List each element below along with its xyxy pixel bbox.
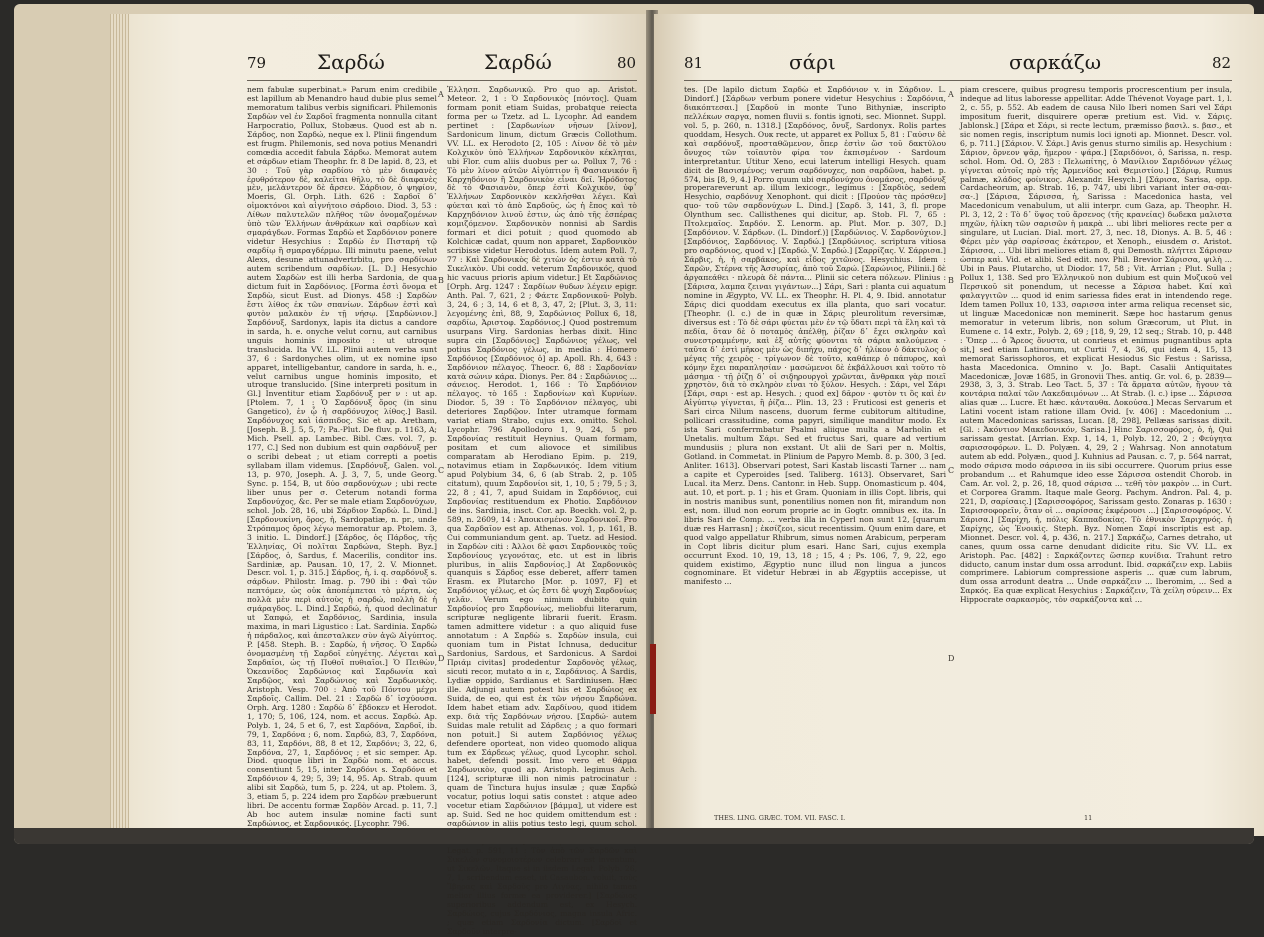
text-column-1 bbox=[247, 85, 437, 829]
text-column-2 bbox=[447, 85, 637, 936]
page-number-79: 79 bbox=[247, 54, 267, 72]
column-2-text: Ἐλλησπ. Σαρδωνικῷ. Pro quo ap. Aristot. Meteor. 2, 1 : Ὁ Σαρδονικὸς [πόντος]. Quam formam ponit etiam Suidas, probatque reiecta forma per ω Tzetz. ad L. Lycophr. Ad eandem pertinet : [Σαρδωνίων νῆσων [λίνον], Sardonicum linum, dictum Græcis Collothum. VV. LL. ex Herodoto [2, 105 : Λίνον δὲ τὸ μὲν Κολχικὸν ὑπὸ Ἑλλήνων Σαρδονικὸν κέκληται, ubi Flor. cum aliis duobus per ω. Pollux 7, 76 : Τὸ μὲν λίνον αὐτῶν Αἰγύπτιον ἢ Φασιανικόν ἢ Καρχηδόνιον ἢ Σαρδονικὸν εἶναι δεῖ. Ἠρόδοτος δὲ τὸ Φασιανὸν, ὅπερ ἐστὶ Κολχικὸν, ὑφ᾽ Ἑλλήνων Σαρδονικὸν κεκλῆσθαι λέγει. Καὶ φύεται καὶ τὸ ἀπὸ Σαρδοῦς, ὡς ἡ ἔπος καὶ τὸ Καρχηδόνιον λινοῦ ἐστιν, ὡς ἀπὸ τῆς ἐσπέρας κομιζόμενον. Σαρδονικὸν nonnisi ab Sardis formari et dici potuit ; quod quomodo ab Kolchicæ cadat, quum non apparet, Σαρδονικὸν scribisse videtur Herodotus. Idem autem Poll. 7, 77 : Καὶ Σαρδονικὸς δὲ χιτὼν ὁς ἐστιν κατὰ τὸ Σικελικὸν. Ubi codd. veterum Σαρδονικός, quod hic vacuus prioris apium videtur.] Et Σαρδώνιος [Orph. Arg. 1247 : Σαρδίων θυδων λέγειν epigr. Anth. Pal. 7, 621, 2 ; Φάετε Σαρδονικοῦ· Polyb. 3, 24, 6 ; 3, 14, 6 et 8, 3, 47, 2; [Plut. 3, 3, 11: λεγομένης ἐπὶ, 88, 9, Σαρδώνιος Pollux 6, 18, σαρδίω, Ἀριστοφ. Σαρδόνιος.] Quod postremum usurpans Virg. Sardonias herbas dixit. Hinc supra cin [Σαρδόνιος] Σαρδώνιος γέλως, vel potius Σαρδόνιος γέλως, in media : Homero Σαρδόνιος [Σαρδόνιος ὁ] ap. Apoll. Rh. 4, 643 : Σαρδόνιον πέλαγος. Theocr. 6, 88 : Σαρδονίαν κατὰ σώνιν κάρα. Dionys. Per. 84 : Σαρδώνιος ... σάνειος. Herodot. 1, 166 : Τὸ Σαρδόνιον πέλαγος. τὸ 165 : Σαρδονίων καὶ Κυρνίων. Diodor. 5, 39 : Τὸ Σαρδόνιον πέλαγος, ubi deteriores Σαρδῷον. Inter utramque formam variat etiam Strabo, cujus exx. omitto. Schol. Lycophr. 796 Apollodoro 1, 9, 24, 5 pro Σαρδονίας restituit Heynius. Quam formam, positam et cum aliovoce et similibus comparatam ab Herodiano Epim. p. 219, notavimus etiam in Σαρδωνικός. Idem vitium apud Polybium 34, 6, 6 (ab Strab. 2, p. 105 citatum), quum Σαρδονίοι sit, 1, 10, 5 ; 79, 5 ; 3, 22, 8 ; 41, 7, apud Suidam in Σαρδόνιος, cui Σαρδονίας restituendum ex Photio. Σαρδόνιον de ins. Sardinia, insct. Cor. ap. Boeckh. vol. 2, p. 589, n. 2609, 14 : Ἀποικισμένον Σαρδονικοῖ. Pro qua Σαρδαῖον est ap. Athenas. vol. 1, p. 161, B. Cui communiandum gent. ap. Tuetz. ad Hesiod. in Σαρδὼν citi : Ἀλλοι δὲ φασι Σαρδονικὸς τοῦς Σαρδονίους γεγονότας, etc. ut est in libris pluribus, in aliis Σαρδονίος.] At Σαρδονικὸς quanquis s Σάρδος esse deberet, afferr tamen Erasm. ex Plutarcho [Mor. p. 1097, F] et Σαρδόνιος γέλως, et ὡς ἔστι δὲ ψυχὴ Σαρδονίως γελᾶν. Verum ego nimium dubito quin Σαρδονίος pro Σαρδονίως, meliobfui literarum, scripturæ negligente librarii fuerit. Erasm. tamen admittere videtur : a quo aliquid fuse annotatum : A Σαρδὼ s. Σαρδὼν insula, cui quoniam tum in Pistat Ichnusa, deducitur Sardonius, Sardous, et Sardonicus. A Sardoi Πριάμ civitas] prodedentur Σαρδονὸς γέλως, sicuti recor, mutato α in ε, Σαρδάνιος. A Sardis, Lydiæ oppido, Sardianus et Sardiniusen. Hæc ille. Adjungi autem potest his et Σαρδώιος ex Suida, de eo, qui est ἐκ τῶν νήσου Σαρδώνα. Idem habet etiam adv. Σαρδίνου, quod itidem exp. διὰ τῆς Σαρδόνων νήσου. [Σαρδώ· autem Suidas male retulit ad Σάρδεις ; a quo formari non potuit.] Si autem Σαρδόνιος γέλως defendere oporteat, non video quomodo aliqua tum ex Σάρδεως γέλως, quod Lycophr. schol. habet, defendi possit. Imo vero et θάρμα Σαρδωνικὸν, quod ap. Aristoph. legimus Ach. [124], scripturæ illi non nimis patrocinatur : quam de Tinctura hujus insulæ ; quæ Σαρδώ vocatur, potius loqui satis constet : atque adeo vocetur etiam Σαρδώνιον [βάμμα], ut videre est ap. Suid. Sed ne hoc quidem omittendum est : σαρδώνιον in aliis potius testo legi, quum schol. Legat. p. 591, 11 : Τὸν ἀπὸ τῶν Σαρδῶν καὶ Σικελῶν συνομοιοτέρων celebrari est inventum, ut Σικελῶν. Itaque si in iisdem Legat. Polyb. 26, 7, 1, scribendum esset, ut Casaubon. voluit, τοὺς Ἴβηρας καὶ Σαρδοὺς pro Λιγύας, nihilo tamen melior illius formæ ea providerer.] [Σαρδώιος superioribus addendum est, ex Hesych. Σαρδώιος, cujus Σαρδόνιος, magna insula Afric. ; quæ etiam Σαρδονία dictum. [Σαρδοῖ et Σαρδοῦν interpre- bbox=[447, 85, 637, 936]
book-bottom-edge bbox=[14, 828, 1254, 844]
page-number-81: 81 bbox=[684, 54, 704, 72]
running-head-right-2: σαρκάζω bbox=[1009, 50, 1102, 74]
running-head-left-2: Σαρδώ bbox=[484, 50, 552, 74]
margin-letter-c-right: C bbox=[948, 466, 955, 475]
header-rule-right bbox=[684, 80, 1232, 81]
margin-letter-d-right: D bbox=[948, 654, 955, 663]
text-column-4 bbox=[960, 86, 1232, 811]
bookmark-ribbon bbox=[650, 644, 656, 714]
right-page bbox=[654, 14, 1264, 836]
margin-letter-b-right: B bbox=[948, 276, 954, 285]
margin-letter-c: C bbox=[438, 466, 445, 475]
running-head-right-1: σάρι bbox=[789, 50, 836, 74]
footer-signature-line: THES. LING. GRÆC. TOM. VII. FASC. I. bbox=[714, 814, 846, 822]
margin-letter-b: B bbox=[438, 276, 444, 285]
margin-letter-a: A bbox=[438, 90, 444, 99]
running-head-left-1: Σαρδώ bbox=[317, 50, 385, 74]
margin-letter-d: D bbox=[438, 654, 445, 663]
page-number-82: 82 bbox=[1212, 54, 1232, 72]
margin-letter-a-right: A bbox=[948, 90, 954, 99]
footer-signature-number: 11 bbox=[1084, 814, 1093, 822]
page-stack-edge bbox=[110, 14, 130, 836]
text-column-3 bbox=[684, 86, 946, 811]
column-3-text: tes. [De lapilo dictum Σαρδὼ et Σαρδόνιον v. in Σάρδιον. L. Dindorf.] [Σάρδων verbum ponere videtur Hesychius : Σαρδόνια, διακόπτεσαι.] [Σαρδοῦ in monte Tuno Bithyniæ, inscripto πελλέκων σαργα, nomen fluvii s. fontis ignoti, sec. Mionnet. Suppl. vol. 5, p. 260, n. 1318.] [Σαρδόνος, ὄνυξ, Sardonyx. Rolis partes quoddam, Hesych. Ουκ recte, ut apparet ex Pollux 5, 81 : Γαύσιν δὲ καὶ σαρδόνυξ, προσταθῶμενον, ὅπερ ἐστὶν ὥσ τοῦ δακτύλου ὄνυχος τῶν τοῖαυτὸν φίρα τον ἐκπισμένον · Sardoum interpretantur. Utitur Xeno, ecui laterum intelligi Hesych. quam dicit de Βασισμένος; verum σαρδόνυχες, non σαρδῶνα, habet. p. 574, bis [8, 9, 4.] Porro quum ubi σαρδονύχου ὀνομάσος, σαρδόνυξ properareverunt ap. illum lexicogr., legimus : [Σαρδιὸς, sedem Hesychio, σαρδόνυχ Xenophont. qui dicit : [Προύον τὰς πρόσθεν] quo- τοῦ τῶν σαρδονύχων L. Dind.] [Σαρδ. 3, 141, 3, fl. prope Olynthum sec. Callisthenes qui dicitur, ap. Stob. Fl. 7, 65 : Πτολεμαῖος. Σαρδόν. Σ. Lenorm. ap. Plut. Mor. p. 307, D.] [Σαρδόνιον. V. Σάρδων. (L. Dindorf.)] [Σαρδώνιος. V. Σαρδονύχιον.] [Σαρδόνιος, Σαρδόνιος. V. Σαρδώ.] [Σαρδώνιος. scriptura vitiosa pro σαρδόνιος, quod v.] [Σαρδώ. V. Σαρδώ.] [Σαρρίζας. V. Σάρρισα.] Σάρβις, ἡ, ἡ σαρβάκος, καὶ εἶδος χιτῶνος. Hesychius. Idem : Σαρῶν, Στέρνα τῆς Ἀσσυρίας, ἀπὸ τοῦ Σαρώ. [Σαρώνιος, Pilinii.] δὲ ἀργαπεάθει · πλευρὰ δὲ πάντα... Plinii sic cetera πόλεων. Plinius : [Σάρισα, λαμπα ζειναι γιγάντων...] Σάρι, Sari : planta cui aquatum nomine in Ægypto, VV. LL. ex Theophr. H. Pl. 4, 9. Ibid. annotatur Σάρις dici quoddam executus ex illa planta, quo sari vocatur. [Theophr. (l. c.) de in quæ in Σάρις pleurolitum reversimæ, diversus est : Τὸ δὲ σάρι φύεται μὲν ἐν τῷ ὕδατι περὶ τὰ ἕλη καὶ τὰ πεδία, ὅταν δὲ ὁ ποταμὸς ἀπέλθῃ, ῥίζαν δ᾽ ἔχει σκληρὰν καὶ συνεστραμμένην, καὶ ἐξ αὐτῆς φύονται τὰ σάρια καλούμενα · ταῦτα δ᾽ ἐστὶ μῆκος μὲν ὡς διπήχυ, πάχος δ᾽ ἡλίκον ὁ δάκτυλος ὁ μέγας τῆς χειρὸς · τρίγωνον δὲ τοῦτο, καθάπερ ὁ πάπυρος, καὶ κόμην ἔχει παραπλησίαν · μασώμενοι δὲ ἐκβάλλουσι καὶ τοῦτο τὸ μάσημα · τῇ ῥίζῃ δ᾽ οἱ σιδηρουργοὶ χρῶνται, ἄνθρακα γὰρ ποιεῖ χρηστὸν, διὰ τὸ σκληρὸν εἶναι τὸ ξύλον. Hesych. : Σάρι, vel Σάρι [Σάρι, σαρι · est ap. Hesych. ; quod ex] δᾶρον · φυτὸν τι ὃς καὶ ἐν Αἰγύπτῳ γίγνεται, ἢ ῥίζα... Plin. 13, 23 : Fruticosi est generis et Sari circa Nilum nascens, duorum ferme cubitorum altitudine, pollicari crassitudine, coma papyri, similique manditur modo. Ex ista Sari conferrmbatur Psalmi aliique multa a Marholin et Unetalis. multum Σάρι. Sed et fructus Sari, quare ad vertium mundusiis ; plura non exstant. Ut alii de Sari per n. Moltis, Gotland. in Commetat. in Plinium de Papyro Memb. 8. p. 300, 3 [ed. Anliter. 1613]. Observari potest, Sari Kastab liscasti Tarner ... nam a capite et Cyperoides [sed. Taliberg. 1613]. Observaret, Sari Lucal. ita Merz. Dens. Cantonr. in Heb. Supp. Onomasticum p. 404, aut. 10, et port. p. 1 ; his et Gram. Quoniam in illis Copt. libris, qui in nostris manibus sunt, ponentilius nomen non fit, mirandum non est, nom. illud non eorum proprie ac in Gogtr. omnibus ex. ita. In libris Sari de Comp. ... verba illa in Cyperl non sunt 12, [quarum duæ res Harrasn] ; ἐκσίζεοι, sicut recentissim. Quum enim dare, et quod valgo appellatur Rhibrum, simus nomen Arabicum, perperam in Copt libris dicitur plum esari. Hanc Sari, cujus exempla occurrunt Exod. 10, 19, 13, 18 ; 15, 4 ; Ps. 106, 7, 9, 22, ego quidem existimo, Ægyptio nunc illud non lingua a juncos cognominare. Et videtur Hebræi in ab Ægyptiis accepisse, ut manifesto ... bbox=[684, 85, 946, 587]
header-rule bbox=[247, 80, 637, 81]
page-number-80: 80 bbox=[617, 54, 637, 72]
book-spread bbox=[14, 4, 1254, 936]
column-1-text: nem fabulæ superbinat.» Parum enim credibile est lapillum ab Menandro haud dubie plus semel memoratum talibus verbis significari. Philemonis Σαρδὼν vel ἐν Σαρδοῖ fragmenta nonnulla citant Harpocratio, Pollux, Stobæus. Quod est ab n. Σάρδος, non Σαρδώ, neque ex l. Plinii fingendum est frugm. Philemonis, sed nova potius Menandri comœdia accedit fabula Σάρδω. Memorat autem et σάρδων etiam Theophr. fr. 8 De lapid. 8, 23, et 30 : Τοῦ γὰρ σαρδίου τὸ μὲν διαφανὲς ἐρυθρότερον δὲ, καλεῖται θῆλυ, τὸ δὲ διαφανὲς μὲν, μελάντερον δὲ ἄρσεν. Σάρδιον, ὁ ψηφίον, Moeris, Gl. Orph. Lith. 626 : Σαρδοῖ δ᾽ οἰμοκτόνοι καὶ αἰγνήτοιο σάρδοιο. Diod. 3, 53 : Λίθων παλυτελῶν πλῆθος τῶν ὀνομαζομένων ὑπὸ τῶν Ἑλλήνων ἀνθράκων καὶ σαρδίων καὶ σμαράγδων. Formas Σαρδὼ et Σαρδόνιον ponere videtur Hesychius : Σαρδὼ ἐν Πισταρή τῷ σαρδίῳ ἢ σμαραγδέρμω. Illi minutu paene, velut Alexs, desune attunadvertrbitu, pro σαρδίνων autem scribendum σαρδίων. [L. D.] Hesychio autem Σαρδὼν est illi herba Sardonia, de qua dictum fuit in Σαρδόνιος. [Forma ἐστὶ ὄνομα et Σαρδὼ, sicut Eust. ad Dionys. 458 :] Σαρδὼν ἔστι λίθος ἐκ τῶν σπανίων. Σάρδων ἐστὶ καὶ φυτὸν μαλακὸν ἐν τῇ νήσῳ. [Σαρδὼνιον.] Σαρδόνυξ, Sardonyx, lapis ita dictus a candore in sarda, h. e. onyche velut cornu, aut carnibus unguis hominis imposito : ut utroque translucida. Ita VV. LL. Plinii autem verba sunt 37, 6 : Sardonyches olim, ut ex nomine ipso apparet, intelligebantur, candore in sarda, h. e., velut carnibus ungue hominis imposito, et utroque translucido. [Sine interpreti positum in Gl.] Inventitur etiam Σαρδόνυξ per ν : ut ap. [Ptolem. 7, 1 : Ὁ Σαρδόνυξ ὄρος (in sinu Gangetico), ἐν ᾧ ἡ σαρδόνυχος λίθος.] Basil. Σαρδόνυχος καὶ ἰάσπιδος. Sic et ap. Aretham, [Joseph. B. J. 5, 5, 7; Pa.-Plut. De fluv. p. 1163, A; Mich. Psell. ap. Lambec. Bibl. Cæs. vol. 7, p. 177, C.] Sed non dubium est quin σαρδόνυξ per o scribi debeat ; ut etiam correpti a poetis syllabam illam videmus. [Σαρδόνυξ, Galen. vol. 13, p. 970, Joseph. A. J. 3, 7, 5, unde Georg. Sync. p. 154, B, ut δύο σαρδονύχων ; ubi recte liber unus per σ. Ceterum notandi forma Σαρδονύχος, &c. Per se male etiam Σαρδονύχων, schol. Job. 28, 16, ubi Σάρδιον Σαρδώ. L. Dind.] [Σαρδονυκίνη, ὄρος, ἡ, Sardopatiæ, n. pr., unde Στρόπαμος ὄρος λέγω memoratur ap. Ptolem. 3, 3 initio. L. Dindorf.] [Σάρδος, ὁς Πάρδος, τῆς Ἑλληνίας, Οἱ πολῖται Σαρδώνα, Steph. Byz.] [Σάρδος, ὁ, Sardus, f. Macerilis, conditor ins. Sardiniæ, ap. Pausan. 10, 17, 2. V. Mionnet. Descr. vol. 1, p. 315.] Σάρδος, ἡ, i. q. σαρδόνυξ s. σάρδων. Philostr. Imag. p. 790 ibi : Φαὶ τῶν πεπτόμεν, ὡς οὐκ ἀποπέμπεται τὸ μέρτα, ὡς πολλὰ μὲν περὶ αὐτοὺς ἡ σαρδώ, πολλὴ δὲ ἡ σμάραγδος. L. Dind.] Σαρδώ, ἡ, quod declinatur ut Σαπφώ, et Σαρδόνιος, Sardinia, insula maxima, in mari Ligustico : Lat. Sardinia. Σαρδὼ ἡ πάρδαλος, καὶ ἀπεσταλκεν σὺν ἀγῶ Αἰγύπτος. P. [458. Steph. B. : Σαρδὼ, ἡ νῆσος. Ὁ Σαρδὼ ὀνομασμένη τῇ Σαρδοῖ εὐηγέτης. Λέγεται καὶ Σαρδαῖοι, ὡς τῇ Πυθοῖ πυθιαῖοι.] Ὁ Πειθὼν, Ὀκεανίδος Σαρδώνιος καὶ Σαρδωνία καὶ Σαρδῷος, καὶ Σαρδώνιος καὶ Σαρδωνικὸς. Aristoph. Vesp. 700 : Ἀπὸ τοῦ Πόντου μέχρι Σαρδοῖς. Callim. Del. 21 : Σαρδὼ δ᾽ ἰσχύουσα. Orph. Arg. 1280 : Σαρδὼ δ᾽ ἔβδοκεν et Herodot. 1, 170; 5, 106, 124, nom. et accus. Σαρδώ. Ap. Polyb. 1, 24, 5 et 6, 7, est Σαρδόνα, Σαρδοῖ, ib. 79, 1, Σαρδόνα ; 6, nom. Σαρδώ, 83, 7, Σαρδόνα, 83, 11, Σαρδόνι, 88, 8 et 12, Σαρδόνι; 3, 22, 6, Σαρδόνα, 27, 1, Σαρδόνος ; et sic semper. Ap. Diod. quoque libri in Σαρδὼ nom. et accus. consentiunt 5, 15, inter Σαρδόνι s. Σαρδόνα et Σαρδόνιον 4, 29; 5, 39; 14, 95. Ap. Strab. quum alibi sit Σαρδώ, tum 5, p. 224, ut ap. Ptolem. 3, 3, etiam 5, p. 224 idem pro Σαρδὼν præbuerunt libri. De accentu formæ Σαρδὸν Arcad. p. 11, 7.] Ab hoc autem insulæ nomine facti sunt Σαρδώνιος, et Σαρδονικός. [Lycophr. 796. bbox=[247, 85, 437, 829]
column-4-text: piam crescere, quibus progresu temporis procrescentium per insula, indeque ad litus laboresse appellitar. Adde Thévenot Voyage part. 1, l. 2, c. 55, p. 552. Ab eadem de causa Nilo Iberi nomen Sari vel Σάρι impositum fuerit, disquirere operæ pretium est. Vid. v. Σάρις. Jablonsk.] [Σάρα et Σάρι, si recte lectum, præmisso βασιλ. s. βασ., et sic nomen regis, inscriptum numis loci ignoti ap. Mionnet. Descr. vol. 6, p. 711.] [Σάριον. V. Σάρι.] Avis genus sturno similis ap. Hesychium : Σάριον, ὄρνεον ψᾶρ, ἥμερον · ψάρα.] [Σαριδόνοι, ὁ, Sarissa, n. resp. schol. Hom. Od. O, 283 : Πελωπίτης, ὁ Μανίλιον Σαριδόνων γέλως γίγνεται αὐτοῖς πρὸ τῆς Ἀρμενίδος καὶ Θεμιστίου.] [Σάριφ, Rumus palmæ, κλάδος φοίνικος. Alexandr. Hesych.] [Σάρισα, Sarisa, opp. Cardacheorum, ap. Strab. 16, p. 747, ubi libri variant inter σα-σαι-σα-.] [Σάρισα, Σάρισσα, ἡ, Sarissa : Macedonica hasta, vel Macedonicum venabulum, ut alii interpr. cum Gaza, ap. Theophr. H. Pl. 3, 12, 2 : Τὸ δ᾽ ὕψος τοῦ ἄρσενος (τῆς κρανείας) δωδεκα μαλιστα πηχῶν, ἡλίκη τῶν σαρισῶν ἡ μακρὰ ... ubi libri meliores recte per α singulare, ut Lucian. Dial. mort. 27, 3, nec. 18, Dionys. A. B. 5, 46 : Φέρει μὲν γὰρ σαρίσσας ἑκάτερον, et Xenoph., eiusdem σ. Aristot. Σάρισσα, ... Ubi libri meliores etiam 8, qui Demosth. πλήττει Σάρισαν ὡσπερ καὶ. Vid. et alibi. Sed edit. nov. Phil. Brevior Σάρισσα, ψιλὴ ... Ubi in Paus. Plutarcho, ut Diodor. 17, 58 ; Vit. Arrian ; Plut. Sulla ; Pollux 1, 138. Sed pro Ἑλληνικοῦ non dubium est quin Μυζικοῦ vel Περσικοῦ sit ponendum, ut necesse a Σάρισα habet. Καί καὶ φαλαγγιτῶν ... quod id enim sariessa fides erat in intendendo rege. Idem tamen Pollux 10, 133, σαρισσα inter arma reliqua recenset sic, ut linguæ Macedonicæ non meminerit. Sæpe hoc hastarum genus memoratur in veterum libris, non solum Græcorum, ut Plut. in Eumene c. 14 extr., Polyb. 2, 69 ; [18, 9, 29, 12 seq.; Strab. 10, p. 448 : Ὅπερ ... ὁ Ἄρεος ὄνυστα, ut conrieus et enimus pugnantibus apta sit,] sed etiam Latinorum, ut Curtii 7, 4, 36, qui idem 4, 15, 13 memorat Sarissophoros, et explicat Hesiodus Sic Festus : Sarissa, hasta Macedonica. Omnino v. Jo. Bapt. Casalii Antiquitates Macedonicæ, Jovæ 1685, in Gronovii Thes. antiq. Gr. vol. 6, p. 2839—2938, 3, 3, 3. Strab. Leo Tact. 5, 37 : Τὰ ἄρματα αὐτῶν, ἤγουν τὰ κοντάρια παλαί τῶν Λακεδαιμόνων ... At Strab. (l. c.) ipse ... Σάρισσα alias quæ ... Lucre. Et hæc. κἀνταυθα. Δοκούσα.] Mecas Servarum et Latini vocent istam ratione illam Ovid. [v. 406] : Macedonium ... autem Macedonicas sarissas, Lucan. [8, 298], Pellæas sarissas dixit. [Gl. : Ἀκόντιον Μακεδονικόν, Sarisa.] Hinc Σαρισσοφόρος, ὁ, ἡ, Qui sarissam gestat. [Arrian. Exp. 1, 14, 1, Polyb. 12, 20, 2 ; Φεύγητα σαρισσοφόρων. L. D. Polyæn. 4, 29, 2 ; Wahrsag. Non annotatum autem ab edd. Polyæn., quod J. Kuhnius ad Pausan. c. 7, p. 564 narrat, modo σάρισα modo σάρισσα in iis sibi occurrere. Quorum prius esse probandum ... et Rahumque ideo esse Σάρισσα ostendit Chorob. in Cam. Ar. vol. 2, p. 26, 18, quod σάρισα ... τεθῆ τὸν μακρὸν ... in Curt. et Corporea Gramm. Itaque male Georg. Pachym. Andron. Pal. 4, p. 221, D, σαρίσαις.] [Σαρισσοφόρος, Sarissam gesto. Zonaras p. 1630 : Σαρισσοφορεῖν, ὅταν οἱ ... σαρίσσας ἐκφέρουσι ...] [Σαρισσοφόρος. V. Σάρισα.] [Σαρίχη, ἡ, πόλις Καππαδοκίας. Τὸ ἐθνικὸν Σαριχηνός. ἡ Σαρίχης, ὡς Ἐνοικὶς. Steph. Byz. Nomen Σαρί inscriptis est ap. Mionnet. Descr. vol. 4, p. 436, n. 217.] Σαρκάζω, Carnes detraho, ut canes, quum ossa carne denudant didicite ritu. Sic VV. LL. ex Aristoph. Pac. [482] : Σαρκάζοντες ὥσπερ κυνίδια. Trahunt retro diducto, canum instar dum ossa arrodunt. Ibid. σαρκάζειν exp. Labiis comprimere. Labiorum compressione asperis ... quæ cum labrum, dum ossa arrodunt deatra ... Unde σαρκάζειν ... Iberomim, ... Sed a Σαρκός. Ea quæ explicat Hesychius : Σαρκάζειν, Τὰ χείλη σύρειν... Ex Hippocrate σαρκασμὸς, τὸν σαρκάζοντα καὶ ... bbox=[960, 85, 1232, 605]
left-page bbox=[129, 14, 651, 936]
